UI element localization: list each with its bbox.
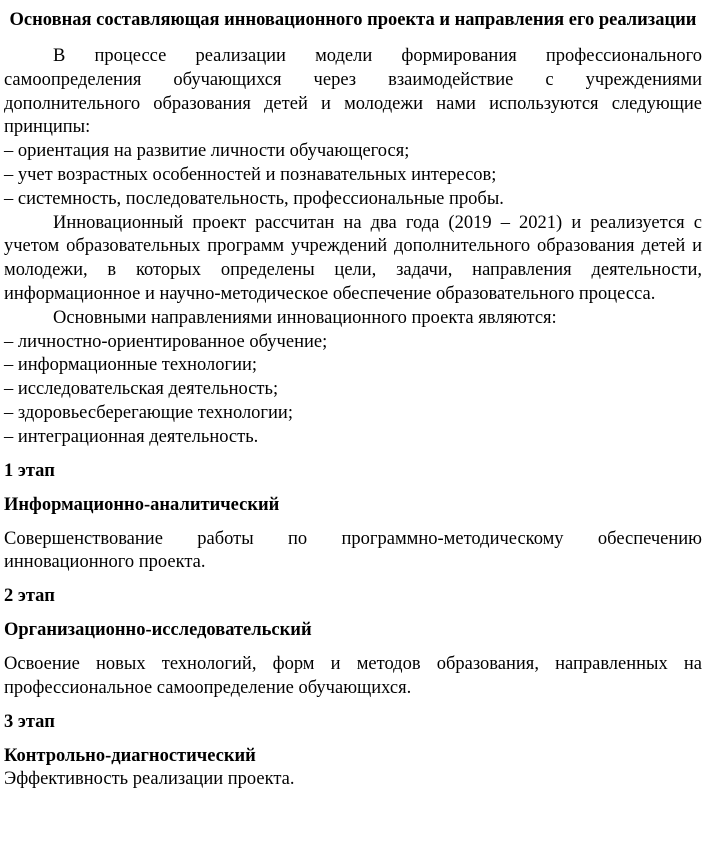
document-page — [4, 8, 702, 792]
direction-item: – исследовательская деятельность; — [4, 379, 279, 400]
stage-description: Освоение новых технологий, форм и методов образования, направленных на профессиональное самоопределение обучающихся. — [4, 654, 702, 698]
stage-name: Информационно-аналитический — [4, 494, 280, 515]
direction-item: – информационные технологии; — [4, 355, 258, 376]
stage-number: 3 этап — [4, 711, 55, 732]
stage-name: Контрольно-диагностический — [4, 745, 256, 766]
project-duration-paragraph: Инновационный проект рассчитан на два года (2019 – 2021) и реализуется с учетом образовательных программ учреждений дополнительного образования детей и молодежи, в которых определены цели, задачи, направления деятельности, информационное и научно-методическое обеспечение образовательного процесса. — [4, 212, 702, 304]
intro-paragraph: В процессе реализации модели формирования профессионального самоопределения обучающихся через взаимодействие с учреждениями дополнительного образования детей и молодежи нами используются следующие принципы: — [4, 46, 702, 138]
direction-item: – личностно-ориентированное обучение; — [4, 331, 328, 352]
principle-item: – ориентация на развитие личности обучающегося; — [4, 141, 410, 162]
stage-name: Организационно-исследовательский — [4, 620, 312, 641]
stage-3 — [4, 710, 702, 792]
stage-2 — [4, 584, 702, 701]
stage-description: Эффективность реализации проекта. — [4, 768, 295, 789]
stage-number: 1 этап — [4, 460, 55, 481]
principles-list — [4, 140, 702, 211]
stage-1 — [4, 459, 702, 576]
stage-number: 2 этап — [4, 586, 55, 607]
stage-description: Совершенствование работы по программно-методическому обеспечению инновационного проекта. — [4, 528, 702, 573]
directions-intro-paragraph: Основными направлениями инновационного проекта являются: — [53, 307, 557, 328]
directions-list — [4, 331, 702, 450]
principle-item: – учет возрастных особенностей и познавательных интересов; — [4, 164, 497, 185]
document-title: Основная составляющая инновационного проекта и направления его реализации — [9, 10, 697, 30]
direction-item: – интеграционная деятельность. — [4, 426, 259, 447]
direction-item: – здоровьесберегающие технологии; — [4, 402, 293, 423]
principle-item: – системность, последовательность, профессиональные пробы. — [4, 188, 504, 209]
